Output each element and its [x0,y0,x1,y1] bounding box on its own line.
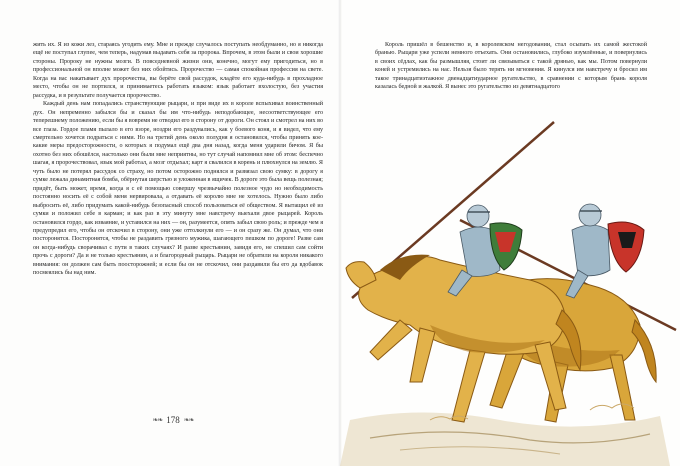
ornament-right-icon: ❧❧ [183,416,194,424]
right-page-text [375,41,647,92]
ornament-left-icon: ❧❧ [152,416,163,424]
rear-shield-icon [608,222,644,272]
page-number: 178 [166,415,180,425]
right-paragraph: Король пришёл в бешенство и, в королевском негодовании, стал осыпать их самой жестокой бранью. Рыцари уже успели немного отъехать. Они остановились, глубоко изумлённые, и повернулись в своих сёдлах, как бы размышляя, стоит ли связываться с такой дрянью, как мы. Потом повернули коней и устремились на нас. Нельзя было терять ни мгновения. Я кинулся им навстречу и бросил им такое тринадцатиэтажное двенадцатиударное ругательство, в сравнении с которым брань короля казалась бедной и жалкой. Я вынес это ругательство из девятнадцатого [375,42,647,91]
page-number-block [143,414,203,426]
left-paragraph-1: жить их. Я из кожи лез, стараясь угодить ему. Мне и прежде случалось поступать необдуманно, но я никогда ещё не поступал глупее, чем теперь, надумав выдавать себя за пророка. Впрочем, в этом были и свои хорошие стороны. Пророку не нужны мозги. В повседневной жизни они, конечно, могут ему пригодиться, но в профессиональной он вполне может без них обойтись. Пророчество — самая спокойная профессия на свете. Когда на вас накатывает дух пророчества, вы берёте свой рассудок, кладёте его куда-нибудь в прохладное место, чтобы он не портился, и принимаетесь работать языком: язык работает вхолостую, без участия рассудка, и в результате получается пророчество. [33,42,323,99]
knights-illustration [340,120,680,466]
left-page-text [33,41,323,278]
left-paragraph-2: Каждый день нам попадались странствующие рыцари, и при виде их в короле вспыхивал воинственный дух. Он непременно забылся бы и сказал бы им что-нибудь неподобающее, несоответствующее его теперешнему положению, если бы я вовремя не отводил его в сторону от дороги. Он стоял и смотрел на них во все глаза. Гордое пламя пылало в его взоре, ноздри его раздувались, как у боевого коня, и я видел, что ему смертельно хочется подраться с ними. Но на третий день около полудня я остановился, чтобы принять кое-какие меры предосторожности, о которых я подумал ещё два дня назад, когда меня ударили бичом. Я бы охотно без них обошёлся, настолько они были мне неприятны, но тут случай напомнил мне об этом: беспечно шагая, я пророчествовал, язык мой работал, а мозг отдыхал; карт я свалился в корень и плюхнулся на землю. Я чуть было не потерял рассудок со страху, но потом осторожно поднялся и развязал свою сумку: в дорогу я сумке лежала динамитная бомба, обёрнутая шерстью и уложенная в ящичек. В дороге это была вещь полезная; придёт, быть может, время, когда я с её помощью совершу чрезвычайно полезное чудо но необходимость постоянно носить её с собой меня нервировала, а отдавать её королю мне не хотелось. Нужно было либо выбросить её, либо придумать какой-нибудь безопасный способ пользоваться её обществом. Я вытащил её из сумки и положил себе в карман; и как раз в эту минуту мне навстречу выехали двое рыцарей. Король остановился гордо, как изваяние, и уставился на них — он, разумеется, опять забыл свою роль; и прежде чем я предупредил его, чтобы он отскочил в сторону, они уже оттолкнули его — и он сразу же. Он думал, что они посторонятся. Посторонятся, чтобы не раздавить грязного мужика, шагающего пешком по дороге! Разве сам он когда-нибудь сворачивал с пути в таких случаях? И разве крестьянин, завидя его, не спешил сам сойти прочь с дороги? Да и не только крестьянин, а и благородный рыцарь. Рыцари не обратили на короля никакого внимания: он должен сам быть поосторожней; и если бы он не отскочил, они раздавили бы его да вдобавок посмеялись бы над ним. [33,101,323,277]
